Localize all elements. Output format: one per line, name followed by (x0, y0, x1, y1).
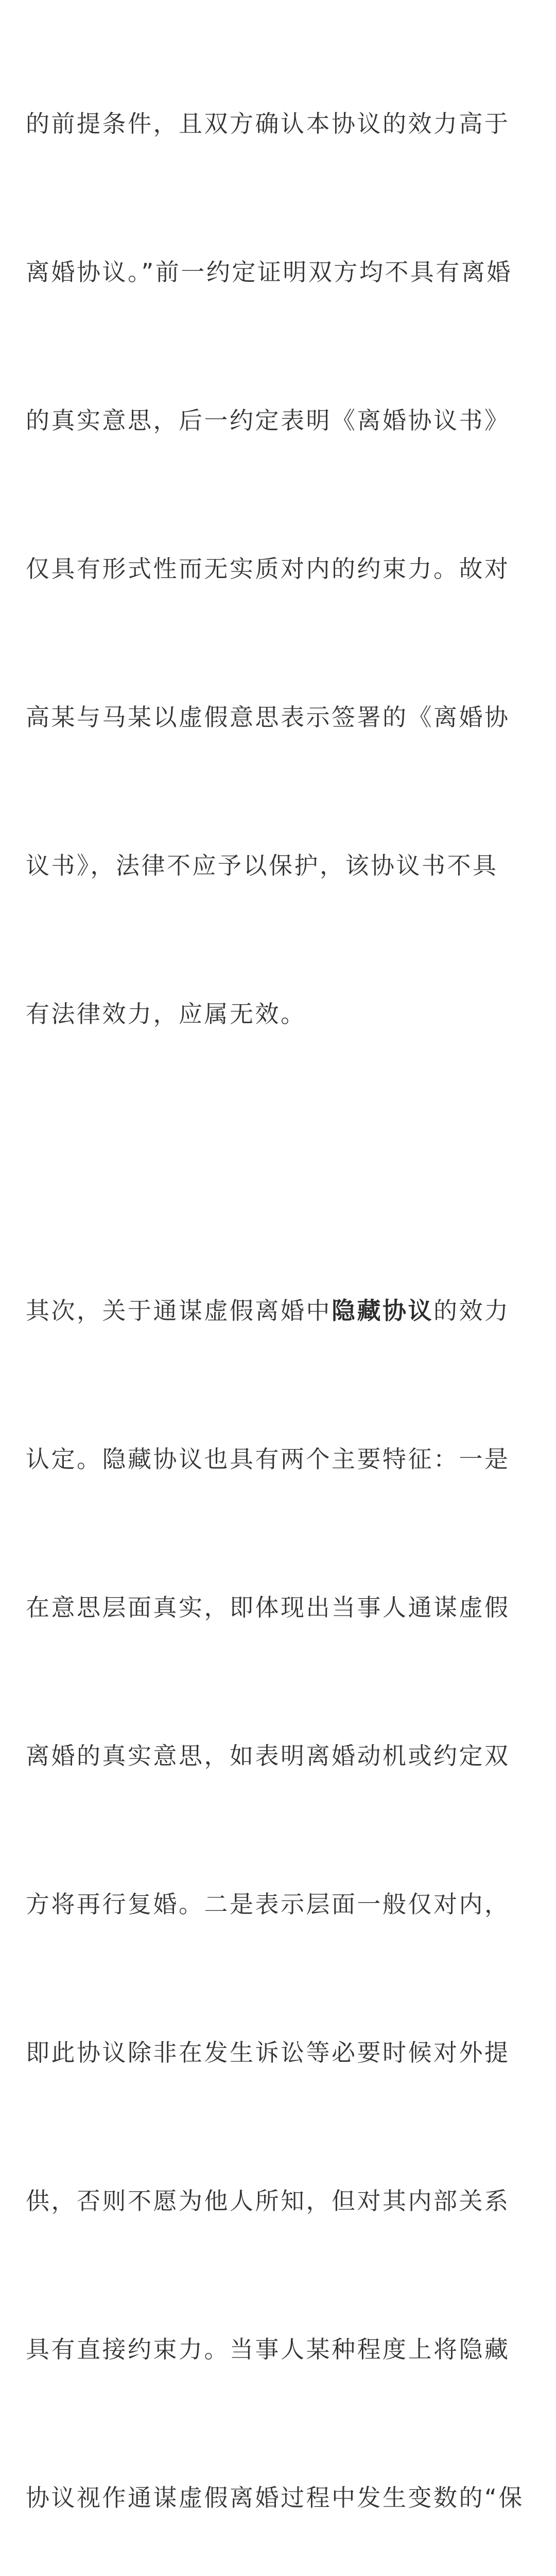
paragraph-gap (26, 1138, 535, 1187)
text-segment: 其次，关于通谋虚假离婚中 (26, 1297, 332, 1325)
text-line: 协议视作通谋虚假离婚过程中发生变数的“保 (26, 2484, 524, 2512)
text-line: 的前提条件，且双方确认本协议的效力高于 (26, 110, 510, 138)
text-line: 方将再行复婚。二是表示层面一般仅对内， (26, 1890, 510, 1918)
text-line: 认定。隐藏协议也具有两个主要特征：一是 (26, 1445, 510, 1473)
text-line: 仅具有形式性而无实质对内的约束力。故对 (26, 555, 510, 583)
text-segment: 的效力 (433, 1297, 510, 1325)
text-line: 即此协议除非在发生诉讼等必要时候对外提 (26, 2039, 510, 2066)
paragraph-1 (26, 0, 535, 1138)
article-body (26, 0, 535, 2576)
text-line: 有法律效力，应属无效。 (26, 1000, 306, 1028)
text-line: 在意思层面真实，即体现出当事人通谋虚假 (26, 1594, 510, 1621)
paragraph-2 (26, 1187, 535, 2576)
text-line: 离婚的真实意思，如表明离婚动机或约定双 (26, 1742, 510, 1770)
text-line: 的真实意思，后一约定表明《离婚协议书》 (26, 406, 510, 434)
text-line: 高某与马某以虚假意思表示签署的《离婚协 (26, 703, 510, 731)
text-line: 离婚协议。”前一约定证明双方均不具有离婚 (26, 258, 512, 286)
text-line: 具有直接约束力。当事人某种程度上将隐藏 (26, 2335, 510, 2363)
text-line (26, 1286, 535, 1335)
text-line: 供，否则不愿为他人所知，但对其内部关系 (26, 2187, 510, 2215)
text-line: 议书》，法律不应予以保护，该协议书不具 (26, 852, 498, 879)
bold-term: 隐藏协议 (332, 1297, 433, 1325)
